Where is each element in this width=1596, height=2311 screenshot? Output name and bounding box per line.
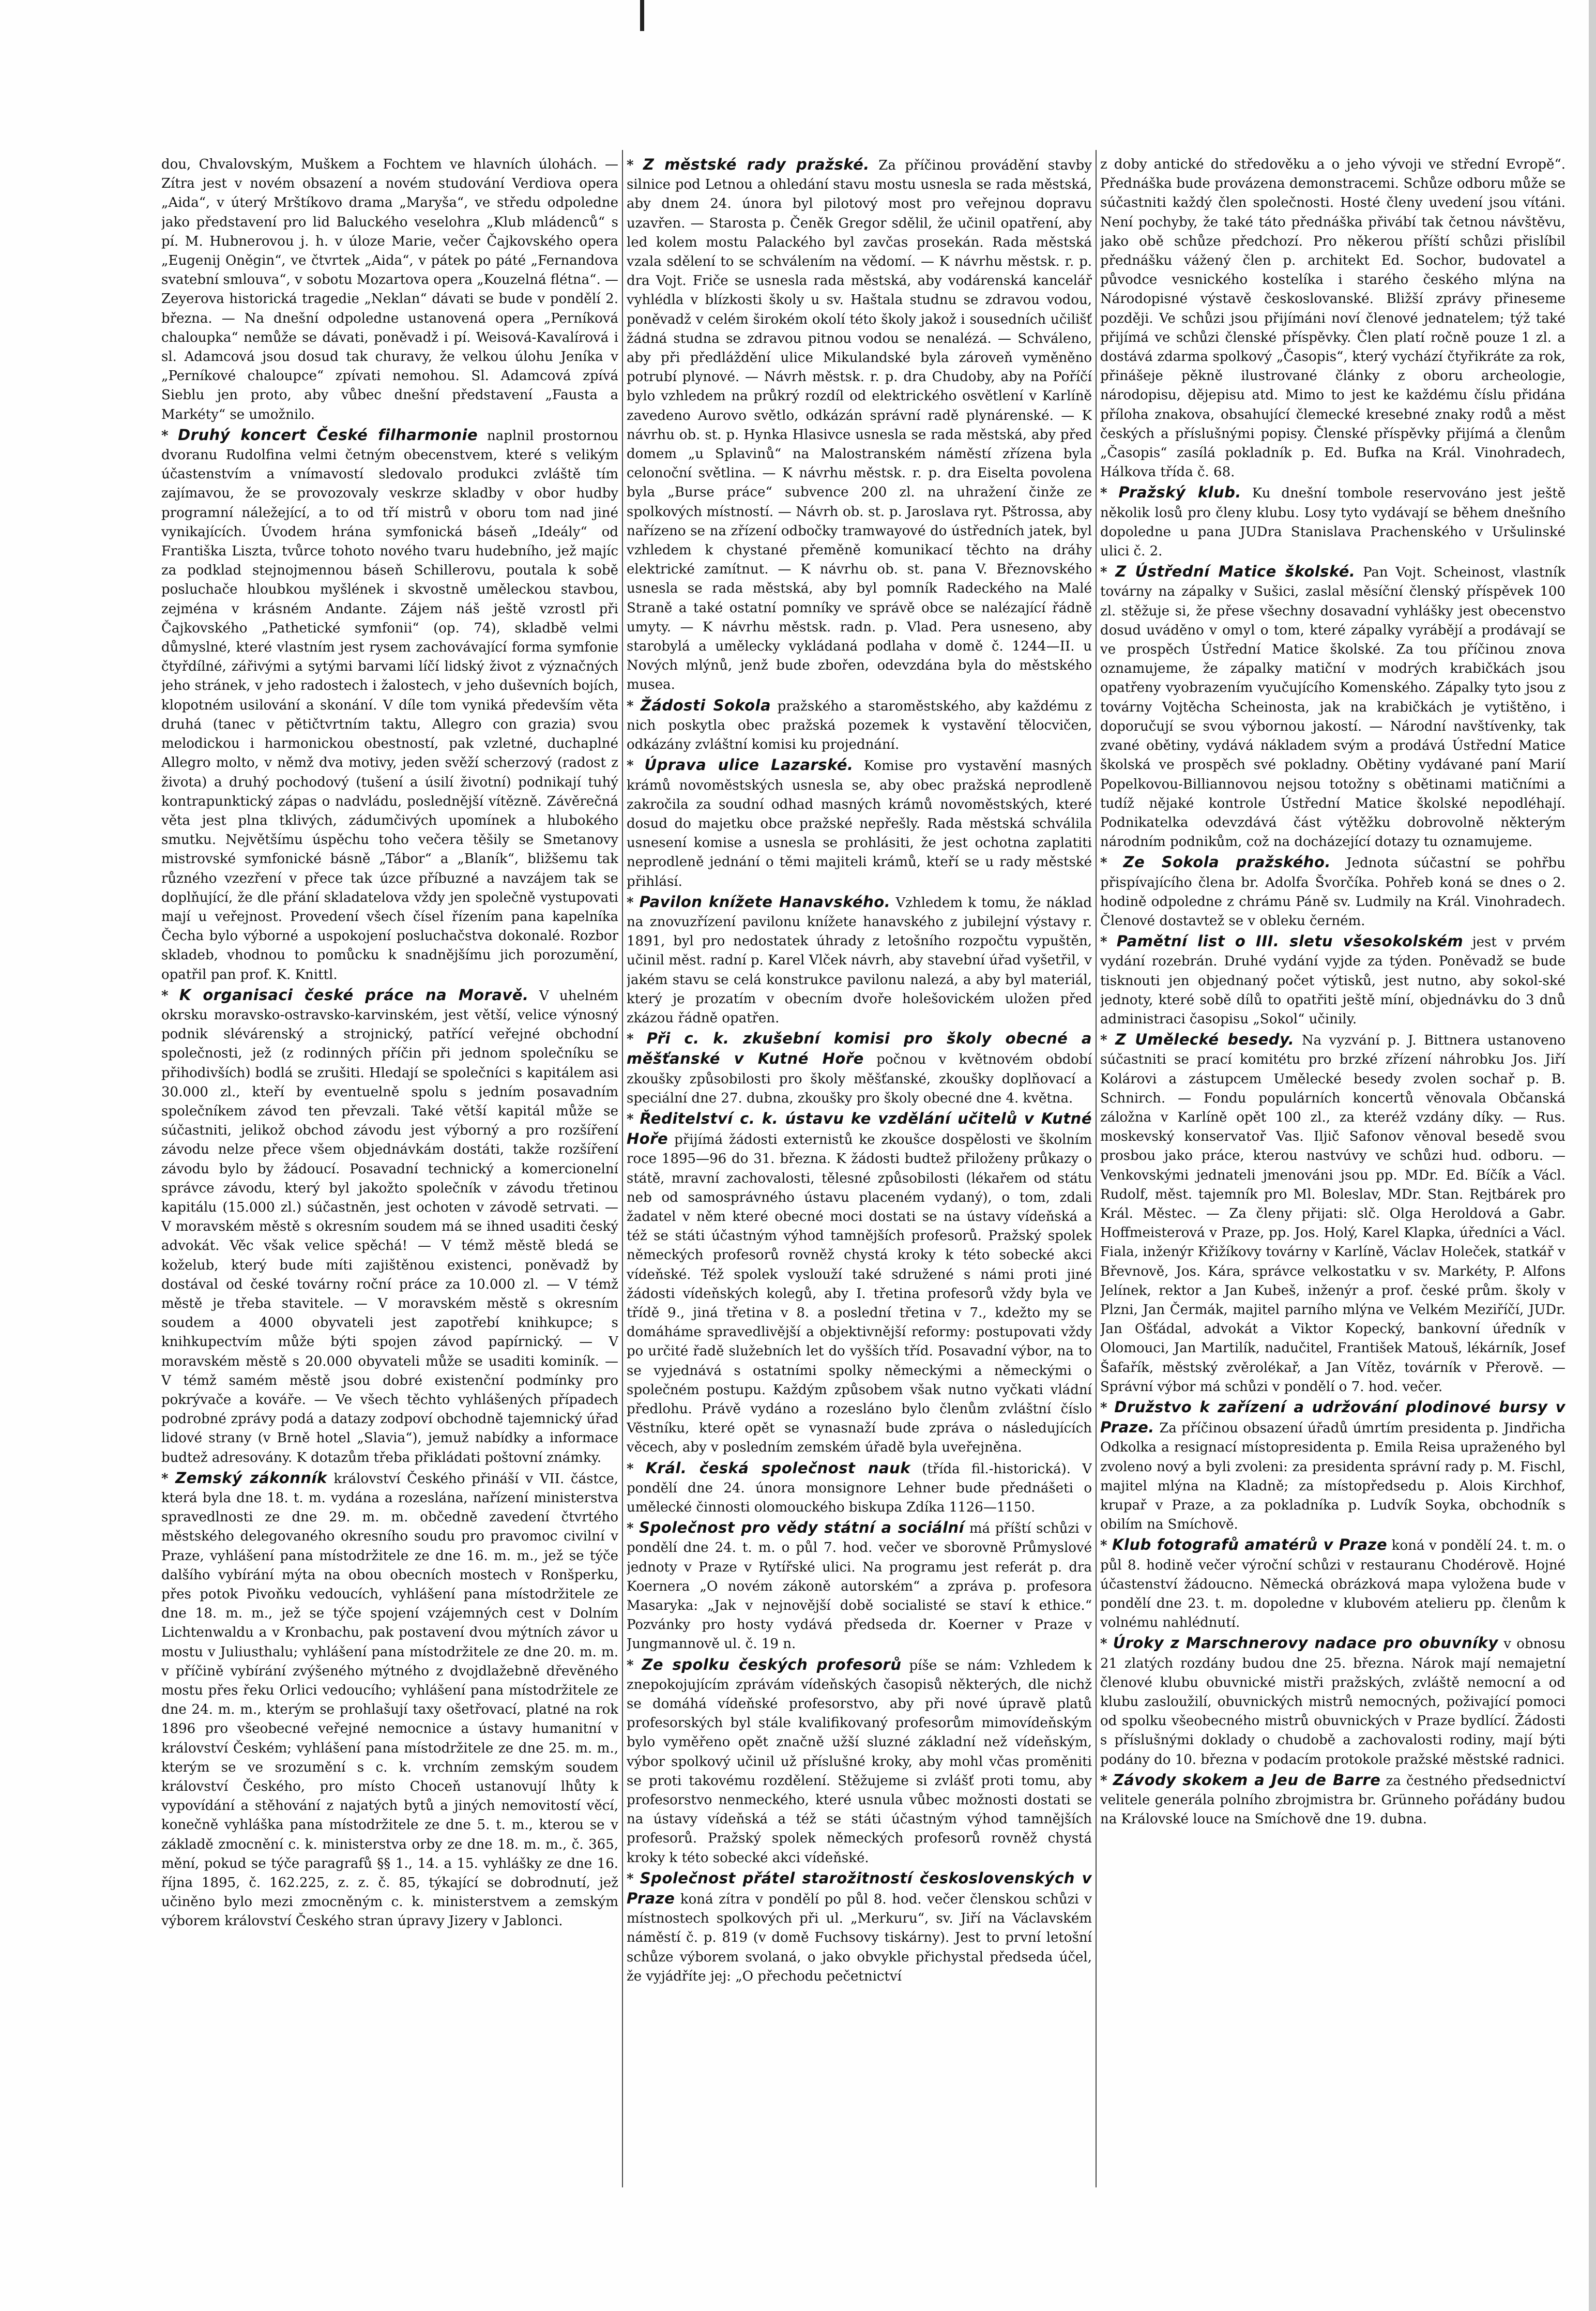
news-article [627, 1869, 1092, 1986]
article-marker: * [627, 698, 641, 714]
article-headline: Druhý koncert České filharmonie [178, 426, 478, 444]
article-headline: Družstvo k zařízení a udržování plodinové bursy v Praze. [1100, 1398, 1565, 1437]
article-body: V uhelném okrsku moravsko-ostravsko-karvinském, jest větší, velice výnosný podnik slévárenský a strojnický, patřící veřejné obchodní společnosti, jež (z rodinných příčin při jednom společníku se přihodivších) bodlá se zrušiti. Hledají se společníci s kapitálem asi 30.000 zl., kteří by eventuelně spolu s jedním posavadním společníkem závod ten převzali. Také větší kapitál může se súčastniti, jelikož obchod závodu jest výborný a pro rozšíření závodu nelze přece všem objednávkám dostáti, takže rozšíření závodu bylo by žádoucí. Posavadní technický a komercionelní správce závodu, který byl jakožto společník v závodu třetinou kapitálu (15.000 zl.) súčastněn, jest ochoten v závodě setrvati. — V moravském městě s okresním soudem má se ihned usaditi český advokát. Věc však velice spěchá! — V témž městě bledá se koželub, který bude míti zajištěnou existenci, poněvadž by dostával od české továrny roční práce za 10.000 zl. — V témž městě je třeba stavitele. — V moravském městě s okresním soudem a 4000 obyvateli jest zapotřebí knihkupce; s knihkupectvím může býti spojen závod papírnický. — V moravském městě s 20.000 obyvateli může se usaditi kominík. — V témž samém městě jsou dobré existenční podmínky pro pokrývače a kováře. — Ve všech těchto vyhlášených případech podrobné zprávy podá a datazy zodpoví obchodně tajemnický úřad lidové strany (v Brně hotel „Slavia“), jemuž nabídky a informace budtež adresovány. K dotazům třeba přikládati poštovní známky. [161, 988, 618, 1466]
article-marker: * [161, 428, 178, 444]
article-headline: Pražský klub. [1118, 484, 1241, 502]
news-article [161, 426, 618, 985]
article-body: (třída fil.-historická). V pondělí dne 24. února monsignore Lehner bude přednášeti o umělecké činnosti olomouckého biskupa Zdíka 1126—1150. [627, 1461, 1092, 1516]
column-3 [1100, 155, 1565, 2224]
article-headline: Ředitelství c. k. ústavu ke vzdělání učitelů v Kutné Hoře [627, 1109, 1092, 1148]
article-marker: * [161, 988, 179, 1004]
news-article [627, 1655, 1092, 1868]
news-article [1100, 1398, 1565, 1534]
article-body: Ku dnešní tombole reservováno jest ještě několik losů pro členy klubu. Losy tyto vydávají se během dnešního dopoledne u pana JUDra Stanislava Prachenského v Uršulinské ulici č. 2. [1100, 486, 1565, 560]
article-marker: * [1100, 1538, 1112, 1554]
article-marker: * [627, 1032, 647, 1048]
news-article [1100, 853, 1565, 931]
column-rule-1 [622, 150, 623, 2187]
article-body: jest v prvém vydání rozebrán. Druhé vydání vyjde za týden. Poněvadž se bude tisknouti jen objednaný počet výtisků, jest nutno, aby sokol-ské jednoty, které sobě dílů to opatřiti ještě míní, objednávku do 3 dnů administraci časopisu „Sokol“ učinily. [1100, 934, 1565, 1027]
news-article [1100, 483, 1565, 561]
article-body: dou, Chvalovským, Muškem a Fochtem ve hlavních úlohách. — Zítra jest v novém obsazení a novém studování Verdiova opera „Aida“, v úterý Mrštíkovo drama „Maryša“, ve středu odpoledne jako představení pro lid Baluckého veselohra „Klub mládenců“ s pí. M. Hubnerovou j. h. v úloze Marie, večer Čajkovského opera „Eugenij Oněgin“, ve čtvrtek „Aida“, v pátek po páté „Fernandova svatební smlouva“, v sobotu Mozartova opera „Kouzelná flétna“. — Zeyerova historická tragedie „Neklan“ dávati se bude v pondělí 2. března. — Na dnešní odpoledne ustanovená opera „Perníková chaloupka“ nemůže se dávati, poněvadž i pí. Weisová-Kavalírová i sl. Adamcová jsou dosud tak churavy, že velkou úlohu Jeníka v „Perníkové chaloupce“ zpívati nemohou. Sl. Adamcová zpívá Sieblu jen proto, aby vůbec dnešní představení „Fausta a Markéty“ se umožnilo. [161, 157, 618, 422]
article-marker: * [1100, 934, 1117, 950]
article-body: Za příčinou provádění stavby silnice pod Letnou a ohledání stavu mostu usnesla se rada městská, aby dnem 24. února byl pilotový most pro veřejnou dopravu uzavřen. — Starosta p. Čeněk Gregor sdělil, že učinil opatření, aby led kolem mostu Palackého byl zavčas prosekán. Rada městská vzala sdělení to se schválením na vědomí. — K návrhu městsk. r. p. dra Vojt. Friče se usnesla rada městská, aby vodárenská kancelář vyhlédla v blízkosti školy u sv. Haštala studnu se zdravou vodou, poněvadž v celém širokém okolí této školy jakož i sousedních učilišť žádná studna se zdravou pitnou vodou se nenalézá. — Schváleno, aby při předláždění ulice Mikulandské byla zároveň vyměněno potrubí plynové. — Návrh městsk. r. p. dra Chudoby, aby na Poříčí bylo vzhledem na průkrý rozdíl od elektrického osvětlení v Karlíně zavedeno Aurovo světlo, odkázán správní radě plynárenské. — K návrhu ob. st. p. Hynka Hlasivce usnesla se rada městská, aby před domem „u Splavinů“ na Malostranském náměstí zřízena byla celonoční světlina. — K návrhu městsk. r. p. dra Eiselta povolena byla „Burse práce“ subvence 200 zl. na uhražení činže ze spolkových místností. — Návrh ob. st. p. Jaroslava ryt. Pštrossa, aby nařízeno se na zřízení odbočky tramwayové do ústředních jatek, byl vzhledem k chystané přeměně komunikací těchto na dráhy elektrické zamítnut. — K návrhu ob. st. pana V. Březnovského usnesla se rada městská, aby byl pomník Radeckého na Malé Straně a také ostatní pomníky ve správě obce se nalézající řádně umyty. — K návrhu městsk. radn. p. Vlad. Pera usneseno, aby starobylá a umělecky vykládaná podlaha v domě č. 1244—II. u Nových mlýnů, jenž bude zbořen, odevzdána byla do městského musea. [627, 158, 1092, 693]
article-body: Na vyzvání p. J. Bittnera ustanoveno súčastniti se prací komitétu pro brzké zřízení náhrobku Jos. Jiří Kolárovi a zástupcem Umělecké besedy zvolen sochař p. B. Schnirch. — Fondu populárních koncertů věnovala Občanská záložna v Karlíně opět 100 zl., za kteréž vzdány díky. — Rus. moskevský konservatoř Vas. Iljič Safonov věnoval besedě svou prosbou jako práce, kterou nastvúvy ve schůzi hud. odboru. — Venkovskými jednateli jmenováni jsou pp. MDr. Ed. Bíčík a Václ. Rudolf, měst. tajemník pro Ml. Boleslav, MDr. Stan. Rejtbárek pro Král. Městec. — Za členy přijati: slč. Olga Heroldová a Gabr. Hoffmeisterová v Praze, pp. Jos. Holý, Karel Klapka, úředníci a Václ. Fiala, inženýr Křižíkovy továrny v Karlíně, Václav Holeček, statkář v Břevnově, Jos. Kára, správce velkostatku v sv. Markéty, P. Alfons Jelínek, rektor a Jan Kubeš, inženýr a prof. české prům. školy v Plzni, Jan Čermák, majitel parního mlýna ve Velkém Meziříčí, JUDr. Jan Ošťádal, advokát a Viktor Kopecký, bankovní úředník v Olomouci, Jan Martilík, nadučitel, František Matouš, lékárník, Josef Šafařík, městský zvěrolékař, a Jan Vítěz, továrník v Přerově. — Správní výbor má schůzi v pondělí o 7. hod. večer. [1100, 1033, 1565, 1395]
article-headline: Žádosti Sokola [640, 696, 771, 714]
article-body: v obnosu 21 zlatých rozdány budou dne 25. března. Nárok mají nemajetní členové klubu obuvnické mistři pražských, zvláště nemocní a od klubu zasloužilí, obuvnických mistrů nemocných, poživající pomoci od spolku všeobecného mistrů obuvnických v Praze bydlící. Žádosti s příslušnými doklady o chudobě a zachovalosti rodiny, mají býti podány do 10. března v podacím protokole pražské městské radnici. [1100, 1636, 1565, 1768]
article-headline: Ze Sokola pražského. [1123, 853, 1331, 871]
article-headline: Král. česká společnost nauk [645, 1459, 910, 1477]
article-headline: Při c. k. zkušební komisi pro školy obecné a měšťanské v Kutné Hoře [627, 1030, 1092, 1068]
article-headline: K organisaci české práce na Moravě. [179, 986, 529, 1004]
article-body: píše se nám: Vzhledem k znepokojujícím zprávám vídeňských časopisů některých, dle nichž se domáhá vídeňské profesorstvo, aby při nové úpravě platů profesorských byl stále kvalifikovaný profesorům mimovídeňským bylo vyměřeno opět značně užší sluzné základní než vídeňským, výbor spolkový učinil už příslušné kroky, aby mohl včas proměniti se proti takovému rozdělení. Stěžujeme si zvlášť proti tomu, aby profesorstvo nenmeckého, které usnula vůbec možnosti dostati se na ústavy vídeňská a též se státi účastným výhod tamnějších profesorů. Pražský spolek německých profesorů rovněž chystá kroky k této sobecké akci vídeňské. [627, 1657, 1092, 1866]
article-marker: * [1100, 1033, 1115, 1049]
article-marker: * [161, 1471, 176, 1487]
page-edge [1589, 0, 1596, 2311]
article-body: pražského a staroměstského, aby každému z nich poskytla obec pražská pozemek k vystavění tělocvičen, odkázány zvláštní komisi ku projednání. [627, 698, 1092, 753]
article-body: Komise pro vystavění masných krámů novoměstských usnesla se, aby obec pražská neprodleně zakročila za soudní odhad masných krámů novoměstských, které dosud do majetku obce pražské nepřešly. Rada městská schválila usnesení komise a usnesla se prohlásiti, že jest ochotna zaplatiti neprodleně jednání o těmi majiteli krámů, kteří se u rady městské přihlásí. [627, 758, 1092, 889]
article-headline: Úroky z Marschnerovy nadace pro obuvníky [1113, 1634, 1498, 1652]
article-headline: Ze spolku českých profesorů [642, 1655, 902, 1673]
news-article [1100, 1771, 1565, 1830]
article-marker: * [1100, 1636, 1113, 1652]
news-article [627, 1459, 1092, 1518]
news-article [1100, 1535, 1565, 1633]
article-marker: * [1100, 1400, 1115, 1416]
article-marker: * [627, 1657, 642, 1673]
column-rule-2 [1096, 150, 1097, 2187]
article-marker: * [1100, 486, 1119, 502]
article-body: království Českého přináší v VII. částce, která byla dne 18. t. m. vydána a rozeslána, nařízení ministerstva spravedlnosti ze dne 29. m. m. občedně zavedení čtvrtého městského delegovaného okresního soudu pro pravomoc civilní v Praze, vyhlášení pana místodržitele ze dne 16. m. m., jež se týče dalšího vybírání mýta na obou obecních mostech v Ronšperku, přes potok Pivoňku vedoucích, vyhlášení pana místodržitele ze dne 18. m. m., jež se týče spojení vzájemných cest v Dolním Lichtenwaldu a v Kronbachu, pak postavení dvou mýtních závor u mostu v Juliusthalu; vyhlášení pana místodržitele ze dne 20. m. m. v příčině vybírání zvýšeného mýtného z dvojdlažebně dřevěného mostu přes řeku Orlici vedoucího; vyhlášení pana místodržitele ze dne 24. m. m., kterým se prohlašují taxy ošetřovací, platné na rok 1896 pro všeobecné veřejné nemocnice a ústavy humanitní v království Českém; vyhlášení pana místodržitele ze dne 25. m. m., kterým se ve srozumění s c. k. vrchním zemským soudem království Českého, pro místo Choceň ustanovují lhůty k vypovídání a stěhování z najatých bytů a jiných nemovitostí věcí, konečně vyhláška pana místodržitele ze dne 5. t. m., kterou se v základě zmocnění c. k. ministerstva orby ze dne 18. m. m., č. 365, mění, pokud se týče paragrafů §§ 1., 14. a 15. vyhlášky ze dne 16. října 1895, č. 162.225, z. z. č. 85, týkající se dobrodnutí, jež učiněno bylo mezi zmocněným c. k. ministerstvem a zemským výborem království Českého stran úpravy Jizery v Jablonci. [161, 1471, 618, 1929]
article-headline: Pamětní list o III. sletu všesokolském [1116, 932, 1464, 950]
article-headline: Klub fotografů amatérů v Praze [1112, 1536, 1388, 1554]
article-body: z doby antické do středověku a o jeho vývoji ve střední Evropě“. Přednáška bude provázena demonstracemi. Schůze odboru může se súčastniti každý člen společnosti. Hosté členy uvedení jsou vítáni. Není pochyby, že také táto přednáška přivábí tak četnou návštěvu, jako obě schůze předchozí. Pro někerou příští schůzi přislíbil přednášku vážený člen p. architekt Ed. Sochor, budovatel a původce vesnického kostelíka i starého českého mlýna na Národopisné výstavě českoslovanské. Bližší zprávy přineseme později. Ve schůzi jsou přijímáni noví členové jednatelem; týž také přijímá ve schůzi členské příspěvky. Člen platí ročně pouze 1 zl. a dostává zdarma spolkový „Časopis“, který vychází čtyřikráte za rok, přinášeje pěkně ilustrované články z oboru archeologie, národopisu, dějepisu atd. Mimo to jest ke každému číslu přidána příloha znakova, obsahující člemecké kresebné znaky rodů a měst českých a příslušnými popisy. Členské příspěvky přijímá a členům „Časopis“ zasílá pokladník p. Ed. Bufka na Král. Vinohradech, Hálkova třída č. 68. [1100, 157, 1565, 480]
article-body: koná zítra v pondělí po půl 8. hod. večer členskou schůzi v místnostech spolkových při ul. „Merkuru“, sv. Jiří na Václavském náměstí č. p. 819 (v domě Fuchsovy tiskárny). Jest to první letošní schůze výborem svolaná, o jako obvykle přichystal předseda účel, že vyjádříte jej: „O přechodu pečetnictví [627, 1892, 1092, 1984]
news-article [1100, 1634, 1565, 1769]
article-headline: Závody skokem a Jeu de Barre [1113, 1771, 1381, 1789]
article-headline: Pavilon knížete Hanavského. [639, 893, 891, 911]
column-2 [627, 155, 1092, 2224]
article-body: Pan Vojt. Scheinost, vlastník továrny na zápalky v Sušici, zaslal měsíční členský příspěvek 100 zl. stěžuje si, že přese všechny dosavadní vyhlášky jest obecenstvo dosud uváděno v omyl o tom, které zápalky vyrábějí a prodávají se ve prospěch Ústřední Matice školské. Za tou příčinou znova oznamujeme, že zápalky matiční v modrých krabičkách jsou opatřeny vyobrazením vyučujícího Komenského. Zápalky tyto jsou z továrny Vojtěcha Scheinosta, jak na krabičkách je vytištěno, i doporučují se svou výbornou jakostí. — Národní navštívenky, tak zvané obětiny, vydává nákladem svým a prodává Ústřední Matice školská ve prospěch své pokladny. Obětiny vydávané paní Marií Popelkovou-Billiannovou nejsou totožny s obětinami matičními a tudíž nějaké kontrole Ústřední Matice školské nepodléhají. Podnikatelka odevzdává část výtěžku dobrovolně některým národním podnikům, což na docházející dotazy tu oznamujeme. [1100, 565, 1565, 850]
article-marker: * [627, 158, 643, 173]
news-article [1100, 155, 1565, 482]
article-headline: Zemský zákonník [175, 1469, 327, 1487]
news-article [161, 155, 618, 425]
article-body: koná v pondělí 24. t. m. o půl 8. hodině večer výroční schůzi v restauranu Chodérově. Hojné účastenství žádoucno. Německá obrázková mapa vyložena bude v pondělí dne 23. t. m. dopoledne v klubovém atelieru pp. členům k volnému nahlédnutí. [1100, 1538, 1565, 1631]
article-marker: * [627, 758, 645, 774]
article-marker: * [1100, 855, 1123, 871]
news-article [1100, 1030, 1565, 1397]
article-marker: * [627, 1871, 640, 1887]
article-body: má příští schůzi v pondělí dne 24. t. m. o půl 7. hod. večer ve sborovně Průmyslové jednoty v Praze v Rytířské ulici. Na programu jest referát p. dra Koernera „O novém zákoně autorském“ a zpráva p. profesora Masaryka: „Jak v nejnovější době socialisté se staví k ethice.“ Pozvánky pro hosty vydává předseda dr. Koerner v Praze v Jungmannově ul. č. 19 n. [627, 1521, 1092, 1652]
article-body: naplnil prostornou dvoranu Rudolfina velmi četným obecenstvem, které s velikým účastenstvím a vnímavostí sledovalo produkci zvláště tím zajímavou, že se provozovaly veskrze skladby v obor hudby programní náležející, a to od tří mistrů v oboru tom nad jiné vynikajících. Úvodem hrána symfonická báseň „Ideály“ od Františka Liszta, tvůrce tohoto nového tvaru hudebního, jež majíc za podklad stejnojmennou báseň Schillerovu, poutala k sobě posluchače hloubkou myšlének i skvostně uměleckou stavbou, zejména v krásném Andante. Zájem náš ještě vzrostl při Čajkovského „Pathetické symfonii“ (op. 74), skladbě velmi důmyslné, které vlastním jest rysem zachovávající forma symfonie čtyřdílné, zářivými a sytými barvami líčí lidský život z význačných jeho stránek, v jeho radostech i žalostech, v jeho duševních bojích, klopotném usilování a skonání. V díle tom vyniká především věta druhá (tanec v pětičtvrtním taktu, Allegro con grazia) svou melodickou i harmonickou obestností, pak vzletné, duchaplné Allegro molto, v němž dva motivy, jeden svěží scherzový (radost z života) a druhý pochodový (tušení a úsilí životní) podnikají tuhý kontrapunktický zápas o nadvládu, poslednější vítězně. Závěrečná věta jest plna tklivých, zádumčivých upomínek a hlubokého smutku. Největšímu úspěchu toho večera těšily se Smetanovy mistrovské symfonické básně „Tábor“ a „Blaník“, bližšemu tak různého vzezření v přece tak úzce příbuzné a navzájem tak se doplňující, že dle přání skladatelova vždy jen společně vystupovati mají u veřejnost. Provedení všech čísel řízením pana kapelníka Čecha bylo výborné a uspokojení posluchačstva dokonalé. Rozbor skladeb, vhodnou to pomůcku k snadnějšímu jich porozumění, opatřil pan prof. K. Knittl. [161, 428, 618, 983]
news-article [1100, 562, 1565, 852]
news-article [627, 893, 1092, 1028]
article-body: Vzhledem k tomu, že náklad na znovuzřízení pavilonu knížete hanavského z jubilejní výstavy r. 1891, byl pro nedostatek úhrady z letošního rozpočtu vypuštěn, učinil měst. radní p. Karel Vlček návrh, aby stavební úřad vyšetřil, v jakém stavu se celá konstrukce pavilonu nalezá, a aby byl materiál, který je prozatím v obecním dvoře holešovickém uložen před zkázou řádně opatřen. [627, 895, 1092, 1026]
article-headline: Z Umělecké besedy. [1115, 1031, 1295, 1049]
article-marker: * [627, 1521, 640, 1537]
article-marker: * [627, 1111, 640, 1127]
news-article [161, 1469, 618, 1931]
news-article [1100, 932, 1565, 1029]
article-headline: Společnost pro vědy státní a sociální [639, 1519, 965, 1537]
top-rule [640, 0, 644, 31]
news-article [627, 1518, 1092, 1654]
article-marker: * [627, 1461, 646, 1477]
article-headline: Společnost přátel starožitností československých v Praze [627, 1869, 1092, 1908]
news-article [161, 986, 618, 1468]
article-headline: Úprava ulice Lazarské. [644, 756, 854, 774]
column-1 [161, 155, 618, 2224]
article-body: přijímá žádosti externistů ke zkoušce dospělosti ve školním roce 1895—96 do 31. března. K žádosti budtež přiloženy průkazy o státě, mravní zachovalosti, tělesné způsobilosti (lékařem od státu neb od samosprávného ústavu placeném vydaný), o tom, zdali žadatel v něm které obecné moci dostati se na ústavy vídeňská a též se státi účastným výhod tamnějších profesorů. Pražský spolek německých profesorů rovněž chystá kroky k této sobecké akci vídeňské. Též spolek vyslouží také sdružené s námi proti jiné žádosti vídeňských kolegů, aby I. třetina profesorů vždy byla ve třídě 9., jiná třetina v 8. a poslední třetina v 7., kdežto my se domáháme spravedlivější a objektivnější reformy: postupovati vždy po určité řadě služebních let do vyšších tříd. Posavadní výbor, na to se vyjednává s ostatními spolky německými a německými o společném postupu. Každým způsobem však nutno vyčkati vládní předlohu. Právě vydáno a rozesláno bylo členům zvláštní číslo Věstníku, které opět se vynasnaží bude zpráva o následujících věcech, aby v posledním zemském úřadě byla uveřejněna. [627, 1132, 1092, 1456]
article-headline: Z městské rady pražské. [643, 156, 870, 173]
article-body: Jednota súčastní se pohřbu přispívajícího člena br. Adolfa Švorčíka. Pohřeb koná se dnes o 2. hodině odpoledne z chrámu Páně sv. Ludmily na Král. Vinohradech. Členové dostavtež se v obleku černém. [1100, 855, 1565, 929]
article-headline: Z Ústřední Matice školské. [1115, 563, 1356, 581]
news-article [627, 155, 1092, 695]
article-body: počnou v květnovém období zkoušky způsobilosti pro školy měšťanské, zkoušky doplňovací a speciální dne 27. dubna, zkoušky pro školy obecné dne 4. května. [627, 1052, 1092, 1106]
article-marker: * [1100, 1773, 1113, 1789]
news-article [627, 696, 1092, 755]
article-marker: * [1100, 565, 1116, 581]
article-body: za čestného předsednictví velitele generála polního zbrojmistra br. Grünneho pořádány budou na Královské louce na Smíchově dne 19. dubna. [1100, 1773, 1565, 1827]
news-article [627, 1029, 1092, 1108]
news-article [627, 756, 1092, 891]
article-marker: * [627, 895, 640, 911]
article-body: Za příčinou obsazení úřadů úmrtím presidenta p. Jindřicha Odkolka a resignací místopresidenta p. Emila Reisa upraženého byl zvoleno nový a byli zvoleni: za presidenta správní rady p. M. Fischl, majitel mlýna na Kladně; za místopředsedu p. Alois Kirchhof, krupař v Praze, a za pokladníka p. Ludvík Soyka, obchodník s obilím na Smíchově. [1100, 1421, 1565, 1533]
news-article [627, 1109, 1092, 1458]
